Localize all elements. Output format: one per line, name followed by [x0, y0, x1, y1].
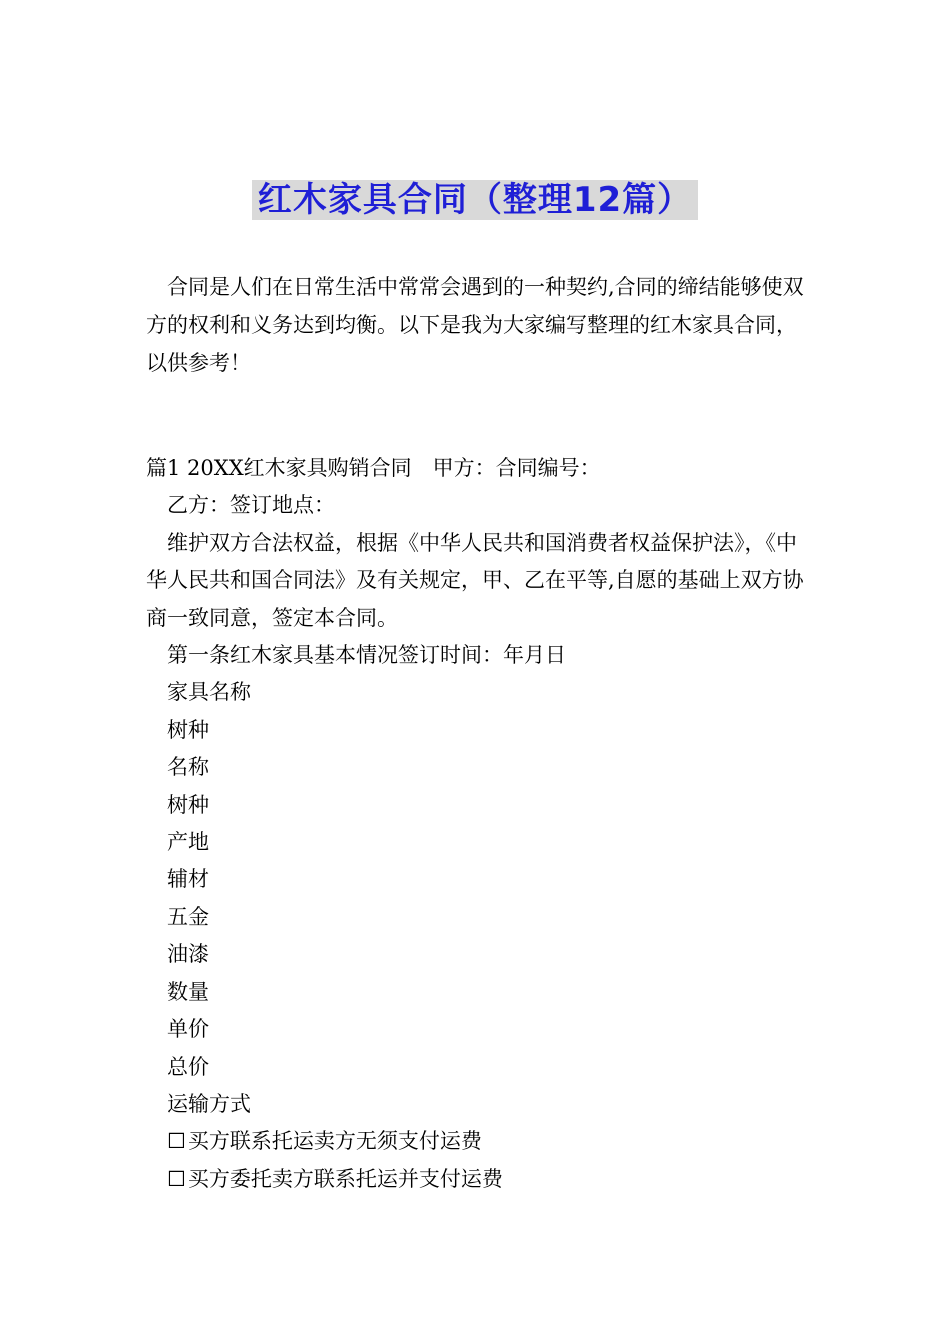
item-transport-method: 运输方式 — [167, 1091, 251, 1116]
item-unit-price: 单价 — [167, 1017, 209, 1042]
transport-option-2 — [146, 1161, 816, 1198]
contract-section — [146, 450, 816, 1198]
checkbox-icon: ☐ — [167, 1129, 186, 1154]
item-paint: 油漆 — [167, 942, 209, 967]
item-hardware: 五金 — [167, 904, 209, 929]
intro-paragraph: 合同是人们在日常生活中常常会遇到的一种契约,合同的缔结能够使双方的权利和义务达到均衡。以下是我为大家编写整理的红木家具合同，以供参考！ — [146, 275, 804, 375]
document-title: 红木家具合同（整理12篇） — [252, 180, 698, 220]
checkbox-icon: ☐ — [167, 1166, 186, 1191]
item-origin: 产地 — [167, 830, 209, 855]
transport-option-2-label: 买方委托卖方联系托运并支付运费 — [187, 1166, 503, 1191]
item-quantity: 数量 — [167, 979, 209, 1004]
purpose-paragraph: 维护双方合法权益，根据《中华人民共和国消费者权益保护法》，《中华人民共和国合同法》及有关规定，甲、乙在平等,自愿的基础上双方协商一致同意，签定本合同。 — [146, 530, 804, 630]
transport-option-1-label: 买方联系托运卖方无须支付运费 — [187, 1129, 482, 1154]
article-1-heading: 第一条红木家具基本情况签订时间：年月日 — [167, 643, 566, 668]
item-total-price: 总价 — [167, 1054, 209, 1079]
transport-option-1 — [146, 1123, 816, 1160]
item-wood-species-2: 树种 — [167, 792, 209, 817]
title-wrap — [0, 180, 950, 220]
party-b-line: 乙方：签订地点： — [167, 493, 335, 518]
item-auxiliary-material: 辅材 — [167, 867, 209, 892]
item-name: 名称 — [167, 755, 209, 780]
item-wood-species: 树种 — [167, 717, 209, 742]
section-heading: 篇1 20XX红木家具购销合同 甲方：合同编号： — [146, 456, 601, 480]
item-furniture-name: 家具名称 — [167, 680, 251, 705]
